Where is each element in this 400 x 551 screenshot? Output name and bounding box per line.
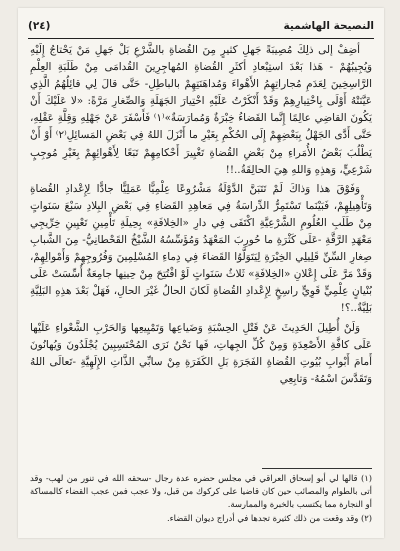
paragraph: أضِفْ إلى ذلِكَ مُصِيبَةً جَهلِ كثيرٍ مِنَ القُضاةِ بالشَّرْعِ بَلْ جَهلِ مَنْ يَحْتاجُ إِلَيْهِ وَيُجِيبُهُمْ - هَذا بَعْدَ استِبْعادِ أكثَرِ القُضاةِ المُهاجِرِينَ القُدامَى مِنْ طَلَبَةِ العِلْمِ الرَّاسِخِينَ لِعَدَمِ مُجاراتِهِمُ الأَهْواءَ وَمُداهَنَتِهِمْ بالباطِلِ- حَتَّى قالَ لِي قائِلُهُمُ الَّذِي عَيَّنَتْهُ أَوْلَى بِاخْتِيارِهِمْ وَقَدْ أَنْكَرْتُ عَلَيْهِ اخْتِيارَ الجَهَلَةِ وَالصِّغارِ مَرَّةً: «لا عَلَيْكَ أَنْ يَكُونَ القاضِي عالِمًا إِنَّما القَضاءُ خِبْرَةٌ وَمُمارَسَةٌ»⁽١⁾ فَأَسْفَرَ عَنْ جَهْلِهِ وَقِلَّةِ عَقْلِهِ، حَتَّى أَدَّى الجَهْلُ بِبَعْضِهِمْ إِلَى الحُكْمِ بِغَيْرِ ما أَنْزَلَ اللهُ فِي بَعْضِ المَسائِلِ⁽٢⁾ أَوْ أَنْ يَطْلُبَ بَعْضُ الأُمَراءِ مِنْ بَعْضِ القُضاةِ تَغْيِيرَ أَحْكامِهِمْ تَبَعًا لِأَهْوائِهِمْ بِغَيْرِ مُوجِبٍ شَرْعِيٍّ، وَهذِهِ وَاللهِ هِيَ الحالِقَةُ..!! bbox=[30, 44, 372, 176]
footnote: (١) قالها لي أبو إسحاق العراقي في مجلس حضره عدة رجال -سحقه الله في تنور من لهب- وقد أتى بالطوام والمصائب حين كان قاضيا على كركوك من قبل، ولا عجب فمن عجب القضاء كالمساكة أو النجارة مما يكتسب بالخبرة والممارسة. bbox=[30, 473, 372, 510]
header-rule bbox=[28, 38, 374, 39]
page-header bbox=[28, 18, 374, 34]
footnote: (٢) وقد وقعت من ذلك كثيرة تجدها في أدراج ديوان القضاء. bbox=[167, 512, 372, 523]
paragraph: وَلَنْ أُطِيلَ الحَدِيثَ عَنْ قَتْلِ الحِسْبَةِ وَضَياعِها وَتَمْيِيعِها وَالحَرْبِ الشَّعْواءِ عَلَيْها عَلَى كافَّةِ الأَصْعِدَةِ وَمِنْ كُلِّ الجِهاتِ، فَها نَحْنُ نَرَى المُحْتَسِبِينَ يُجْلَدُونَ وَيُهانُونَ أَمامَ أَبْوابِ بُيُوتِ القُضاةِ الفَجَرَةِ بَلِ الكَفَرَةِ مِنْ سابِّي الذَّاتِ الإِلَهِيَّةِ -تَعالَى اللهُ وَتَقَدَّسَ اسْمُهُ- وَتابِعِي bbox=[30, 321, 372, 385]
paragraph: وَفَوْقَ هذا وَذاكَ لَمْ تَتَبَنَّ الدَّوْلَةُ مَشْرُوعًا عِلْمِيًّا عَمَلِيًّا جادًّا لِإِعْدادِ القُضاةِ وَتَأْهِيلِهِمْ، فَبَيْنَما تَسْتَمِرُّ الدِّراسَةُ فِي مَعاهِدِ القَضاءِ فِي بَعْضِ البِلادِ سَبْعَ سَنَواتٍ مِنْ طَلَبِ العُلُومِ الشَّرْعِيَّةِ اكْتَفَى فِي دارِ «الخِلافَةِ» بِحِيلَةِ تَأْمِينِ تَعْيِينِ خِرِّيجِي مَعْهَدِ الرَّقَّةِ -عَلَى كَثْرَةِ ما حُورِبَ المَعْهَدُ وَمُؤَسِّسُهُ الشَّيْخُ القَحْطانِيُّ- مِنَ الشَّبابِ صِغارِ السِّنِّ قَلِيلِي الخِبْرَةِ لِيَتَوَلَّوُا القَضاءَ فِي دِماءِ المُسْلِمِينَ وَفُرُوجِهِمْ وَأَمْوالِهِمْ، وَقَدْ مَرَّ عَلَى إِعْلانِ «الخِلافَةِ» ثَلاثُ سَنَواتٍ لَوْ افْتُتِحَ مِنْ حِينِها جامِعَةٌ أُسِّسَتْ عَلَى بُنْيانٍ عِلْمِيٍّ قَوِيٍّ راسِخٍ لِإِعْدادِ القُضاةِ لَكانَ الحالُ غَيْرَ الحالِ، فَهَلْ بَعْدَ هذِهِ البَلِيَّةِ بَلِيَّةٌ..؟! bbox=[30, 182, 372, 315]
footnotes bbox=[30, 472, 372, 532]
running-title: النصيحة الهاشمية bbox=[283, 20, 374, 32]
footnote-separator bbox=[262, 468, 372, 469]
document-page bbox=[18, 8, 384, 538]
page-number: (٢٤) bbox=[28, 20, 51, 32]
body-text bbox=[30, 42, 372, 462]
